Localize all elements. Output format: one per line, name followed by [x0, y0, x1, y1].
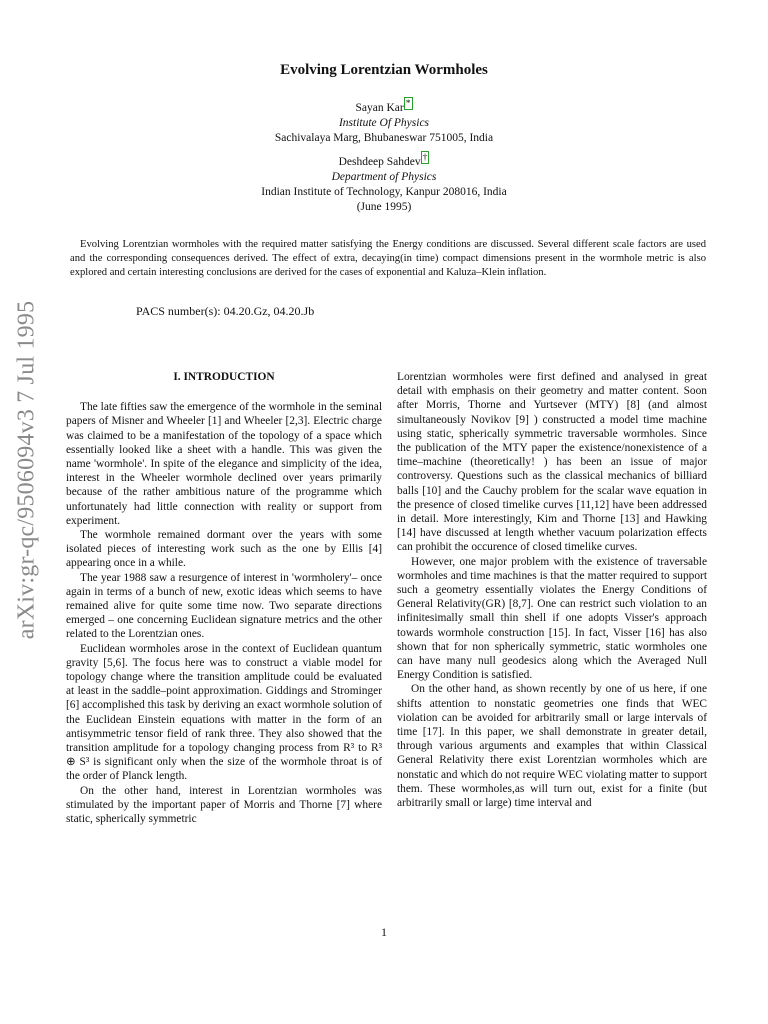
pacs-numbers: PACS number(s): 04.20.Gz, 04.20.Jb: [136, 304, 315, 318]
author-department: Institute Of Physics: [338, 116, 430, 129]
author-name: Deshdeep Sahdev †: [338, 152, 428, 168]
paragraph: Euclidean wormholes arose in the context of Euclidean quantum gravity [5,6]. The focus here was to construct a viable model for topology change where the transition amplitude could be evaluated at least in the saddle–point approximation. Giddings and Strominger [6] accomplished this task by deriving an exact wormhole solution of the Euclidean Einstein equations with matter in the form of an antisymmetric tensor field of rank three. They also showed that the transition amplitude for a topology changing process from R³ to R³ ⊕ S³ is significant only when the size of the wormhole throat is of the order of Planck length.: [66, 642, 382, 783]
paragraph: The wormhole remained dormant over the years with some isolated pieces of interesting work such as the one by Ellis [4] appearing once in a while.: [66, 529, 382, 570]
author-address: Indian Institute of Technology, Kanpur 208016, India: [261, 185, 507, 198]
arxiv-identifier: arXiv:gr-qc/9506094v3 7 Jul 1995: [13, 300, 40, 640]
author-address: Sachivalaya Marg, Bhubaneswar 751005, India: [274, 131, 494, 144]
author-name: Sayan Kar *: [355, 98, 411, 114]
paragraph: The year 1988 saw a resurgence of interest in 'wormholery'– once again in terms of a bunch of new, exotic ideas which seems to have remained alive for quite some time now. Two separate directions emerged – one concerning Euclidean signature metrics and the other related to the Lorentzian ones.: [66, 571, 382, 641]
paragraph: However, one major problem with the existence of traversable wormholes and time machines is that the matter required to support such a geometry essentially violates the Energy Conditions of General Relativity(GR) [8,7]. One can restrict such violation to an infinitesimally small thin shell if one adopts Visser's approach towards wormhole construction [15]. In fact, Visser [16] has also shown that for non spherically symmetric, static wormholes one can have many null geodesics along which the Averaged Null Energy Condition is satisfied.: [397, 555, 707, 682]
footnote-marker[interactable]: †: [422, 152, 428, 163]
page-number: 1: [381, 925, 387, 939]
right-column: [397, 370, 707, 810]
publication-date: (June 1995): [356, 200, 412, 213]
abstract: Evolving Lorentzian wormholes with the required matter satisfying the Energy conditions are discussed. Several different scale factors are used and the corresponding consequences derived. The effect of extra, decaying(in time) compact dimensions present in the wormhole metric is also explored and certain interesting conclusions are derived for the cases of exponential and Kaluza–Klein inflation.: [70, 239, 706, 278]
section-title: I. INTRODUCTION: [173, 371, 275, 383]
paper-title: Evolving Lorentzian Wormholes: [280, 62, 488, 78]
arxiv-sidebar-stamp: [10, 275, 44, 665]
paragraph: Lorentzian wormholes were first defined and analysed in great detail with emphasis on their geometry and matter content. Soon after Morris, Thorne and Yurtsever (MTY) [8] (and almost simultaneously Novikov [9] ) constructed a model time machine using static, spherically symmetric traversable wormholes. Since the publication of the MTY paper the existence/nonexistence of a time–machine (theoretically! ) has been an issue of major controversy. Questions such as the classical mechanics of billiard balls [10] and the Cauchy problem for the scalar wave equation in the presence of closed timelike curves [11,12] have been addressed in detail. More interestingly, Kim and Thorne [13] and Hawking [14] have discussed at length whether vacuum polarization effects can prohibit the occurence of closed timelike curves.: [397, 371, 707, 554]
paragraph: The late fifties saw the emergence of the wormhole in the seminal papers of Misner and Wheeler [1] and Wheeler [2,3]. Electric charge was claimed to be a manifestation of the topology of a space which essentially looked like a sheet with a handle. This was given the name 'wormhole'. In spite of the elegance and simplicity of the idea, interest in the Wheeler wormhole declined over years primarily because of the rather ambitious nature of the programme which unfortunately had little connection with reality or support from experiment.: [66, 401, 382, 527]
left-column: [66, 370, 382, 826]
author-department: Department of Physics: [331, 170, 437, 183]
paragraph: On the other hand, interest in Lorentzian wormholes was stimulated by the important paper of Morris and Thorne [7] where static, spherically symmetric: [66, 784, 382, 826]
paragraph: On the other hand, as shown recently by one of us here, if one shifts attention to nonstatic geometries one finds that WEC violation can be avoided for arbitrarily small or large intervals of time [17]. In this paper, we shall demonstrate in greater detail, through various arguments and examples that within Classical General Relativity there exist Lorentzian wormholes which are nonstatic and which do not require WEC violating matter to support them. These wormholes,as will turn out, exist for a finite (but arbitrarily small or large) time interval and: [397, 683, 707, 810]
footnote-marker[interactable]: *: [405, 98, 411, 109]
author-block-1: [0, 96, 768, 146]
author-block-2: [0, 150, 768, 215]
